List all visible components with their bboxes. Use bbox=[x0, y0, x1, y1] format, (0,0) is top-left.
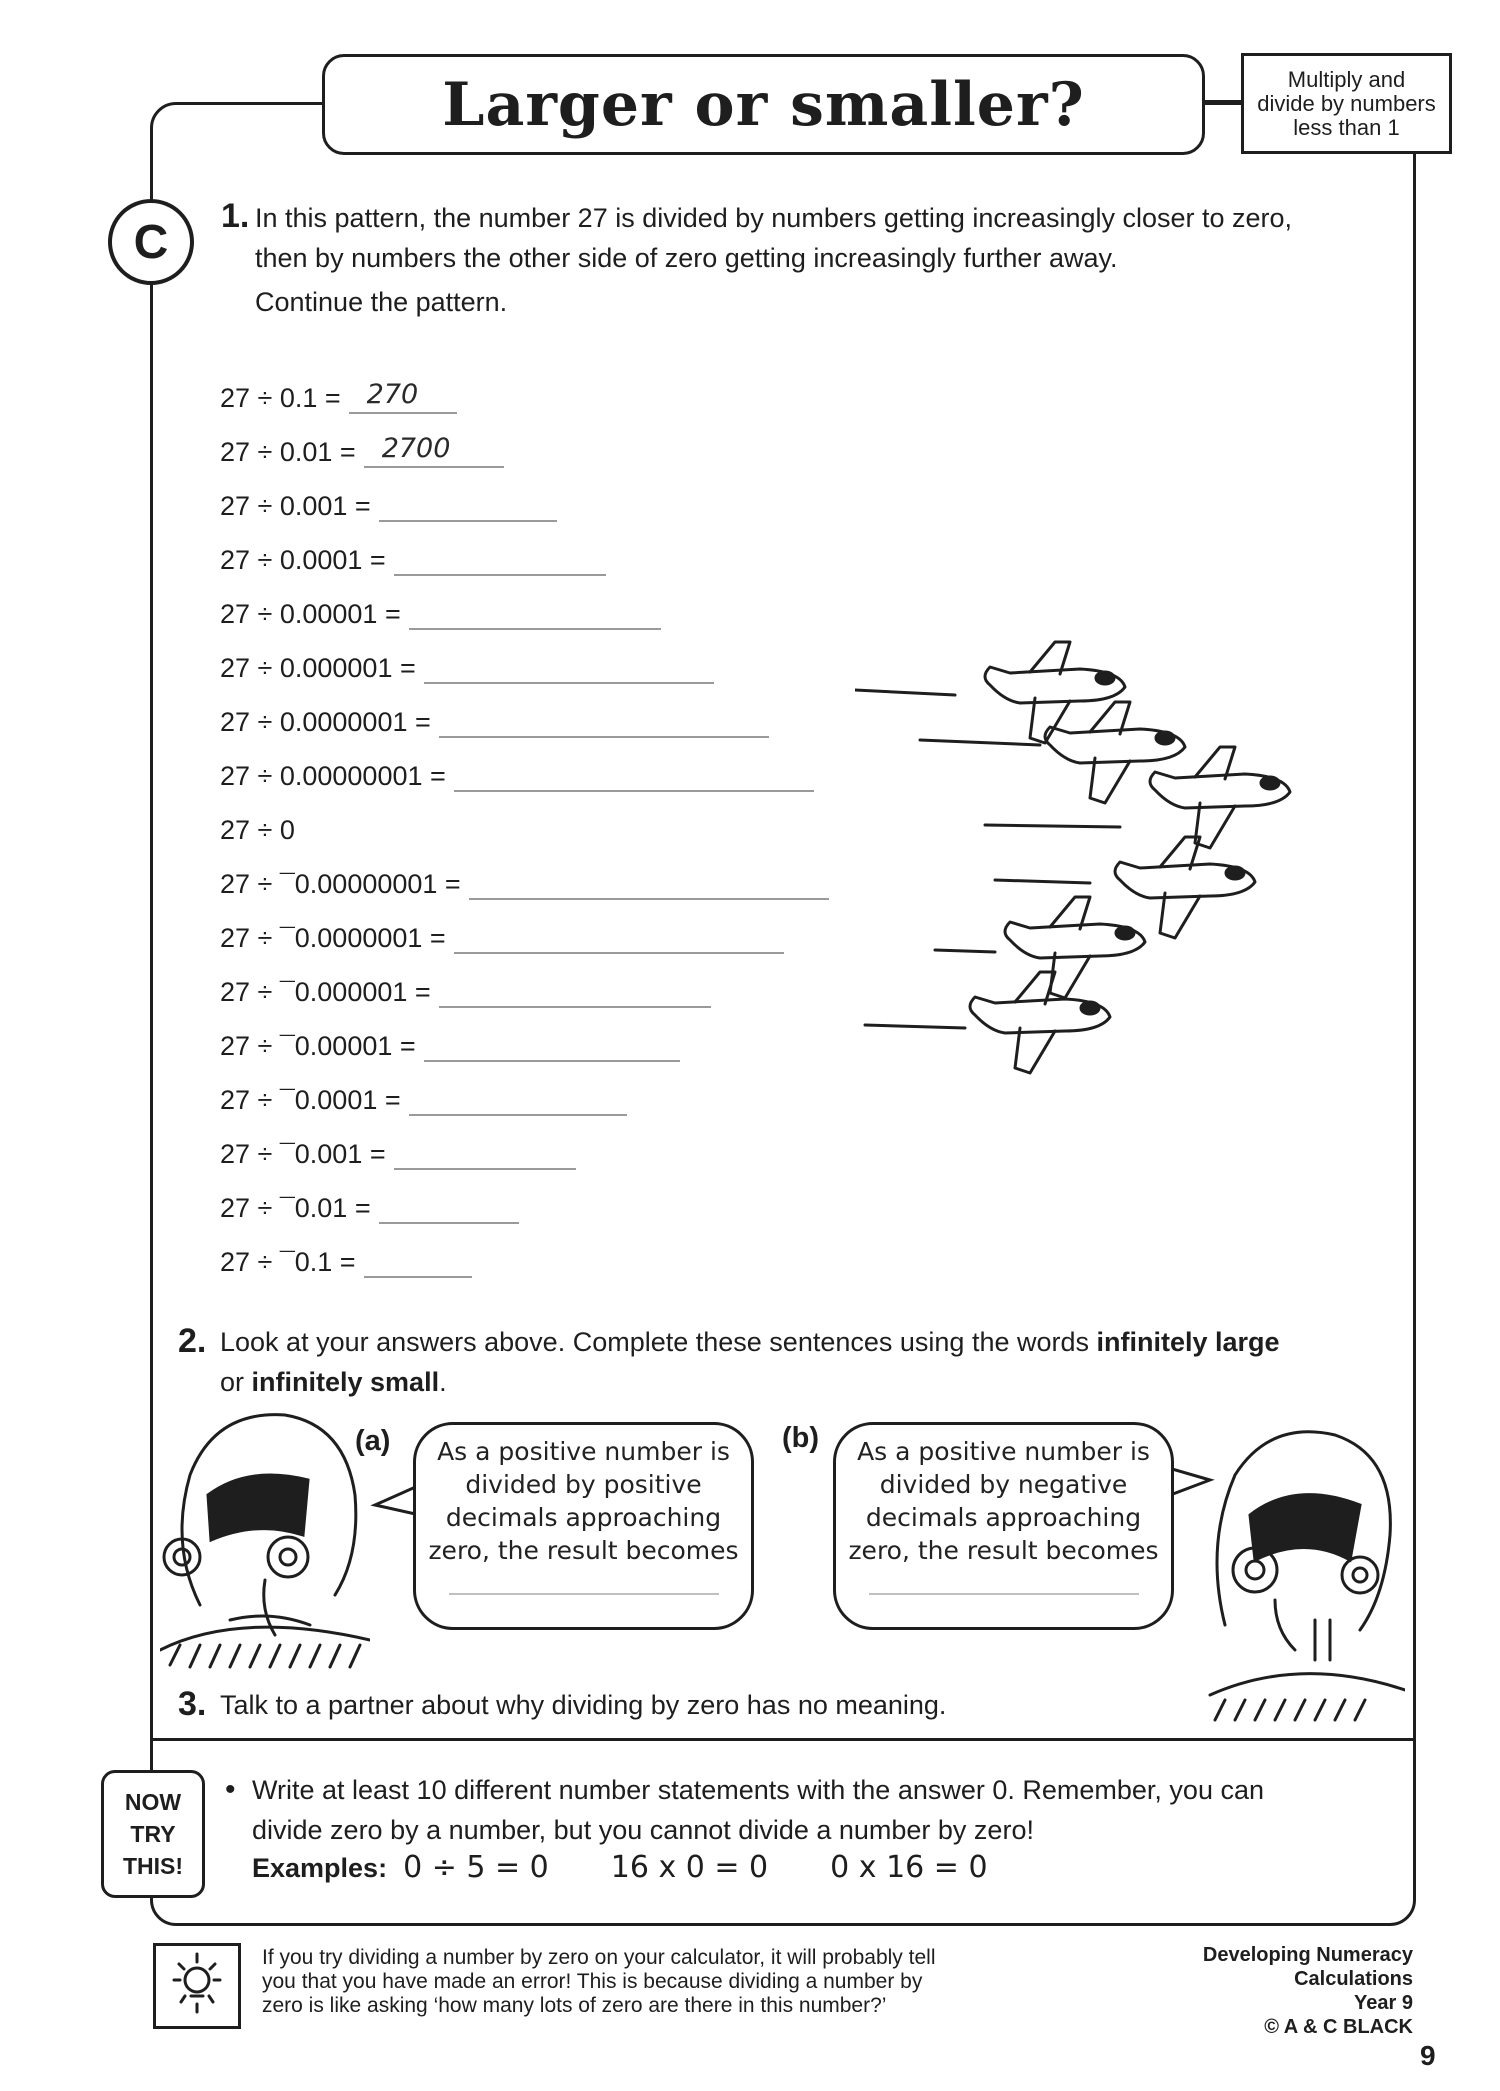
answer-blank[interactable] bbox=[349, 380, 457, 414]
bubble-a-line: As a positive number is bbox=[437, 1437, 730, 1466]
q3-text: Talk to a partner about why dividing by zero has no meaning. bbox=[220, 1690, 947, 1720]
bubble-a-line: zero, the result becomes bbox=[428, 1536, 739, 1565]
equation-row bbox=[220, 432, 504, 468]
equation-row bbox=[220, 1080, 627, 1116]
examples-label: Examples: bbox=[252, 1853, 388, 1883]
handwritten-answer: 2700 bbox=[381, 433, 451, 464]
bubble-b-line: As a positive number is bbox=[857, 1437, 1150, 1466]
objective-line: divide by numbers bbox=[1257, 90, 1436, 116]
answer-blank[interactable] bbox=[379, 488, 557, 522]
equation-expression: 27 ÷ 0 bbox=[220, 815, 295, 845]
bubble-a-line: divided by positive bbox=[465, 1470, 702, 1499]
equation-row bbox=[220, 1026, 680, 1062]
now-try-line1: Write at least 10 different number statements with the answer 0. Remember, you can bbox=[252, 1775, 1264, 1805]
objective-line: less than 1 bbox=[1293, 114, 1400, 140]
now-try-line2: divide zero by a number, but you cannot divide a number by zero! bbox=[252, 1815, 1034, 1845]
bubble-b-label: (b) bbox=[782, 1422, 820, 1454]
equation-expression: 27 ÷ 0.00001 = bbox=[220, 599, 401, 629]
pilot-right-illustration bbox=[1195, 1405, 1405, 1725]
answer-blank[interactable] bbox=[439, 704, 769, 738]
credit-line: © A & C BLACK bbox=[1264, 2016, 1413, 2038]
equation-expression: 27 ÷ ¯0.1 = bbox=[220, 1247, 356, 1277]
answer-blank[interactable] bbox=[454, 758, 814, 792]
q1-instruction: Continue the pattern. bbox=[255, 287, 508, 317]
bubble-a-line: decimals approaching bbox=[445, 1503, 722, 1532]
tip-line: zero is like asking ‘how many lots of zero are there in this number?’ bbox=[262, 1994, 887, 2017]
credit-line: Year 9 bbox=[1354, 1992, 1413, 2014]
q2-number: 2. bbox=[178, 1322, 207, 1360]
learning-objective-box bbox=[1241, 53, 1452, 154]
bubble-b-line: decimals approaching bbox=[865, 1503, 1142, 1532]
equation-row bbox=[220, 702, 769, 738]
answer-blank[interactable] bbox=[454, 920, 784, 954]
equation-expression: 27 ÷ ¯0.0001 = bbox=[220, 1085, 401, 1115]
equation-expression: 27 ÷ ¯0.00000001 = bbox=[220, 869, 461, 899]
answer-blank[interactable] bbox=[394, 1136, 576, 1170]
q2-text bbox=[220, 1322, 1380, 1402]
answer-blank[interactable] bbox=[379, 1190, 519, 1224]
equation-row bbox=[220, 378, 457, 414]
equation-row bbox=[220, 972, 711, 1008]
answer-line-b[interactable] bbox=[869, 1593, 1139, 1595]
q1-line: then by numbers the other side of zero getting increasingly further away. bbox=[255, 243, 1118, 273]
example: 16 x 0 = 0 bbox=[610, 1850, 769, 1885]
q2-keyword-large: infinitely large bbox=[1096, 1327, 1280, 1357]
equation-row bbox=[220, 864, 829, 900]
equation-expression: 27 ÷ 0.0001 = bbox=[220, 545, 386, 575]
q2-text-start: Look at your answers above. Complete these sentences using the words bbox=[220, 1327, 1097, 1357]
bubble-b-line: zero, the result becomes bbox=[848, 1536, 1159, 1565]
page-title: Larger or smaller? bbox=[442, 69, 1085, 140]
q2-text-or: or bbox=[220, 1367, 252, 1397]
now-try-line: TRY bbox=[130, 1821, 176, 1847]
section-letter: C bbox=[133, 215, 169, 269]
equation-row bbox=[220, 540, 606, 576]
answer-blank[interactable] bbox=[409, 1082, 627, 1116]
plane-icon bbox=[1045, 702, 1185, 803]
equation-row bbox=[220, 1242, 472, 1278]
answer-blank[interactable] bbox=[469, 866, 829, 900]
equation-expression: 27 ÷ ¯0.001 = bbox=[220, 1139, 386, 1169]
credit-line: Developing Numeracy bbox=[1202, 1944, 1413, 1966]
answer-blank[interactable] bbox=[424, 1028, 680, 1062]
answer-blank[interactable] bbox=[424, 650, 714, 684]
equation-expression: 27 ÷ 0.01 = bbox=[220, 437, 356, 467]
q2-keyword-small: infinitely small bbox=[251, 1367, 440, 1397]
now-try-line: NOW bbox=[124, 1789, 182, 1815]
publisher-credit bbox=[1110, 1943, 1413, 2039]
equation-row bbox=[220, 1188, 519, 1224]
tip-line: If you try dividing a number by zero on your calculator, it will probably tell bbox=[262, 1946, 936, 1969]
section-badge bbox=[108, 199, 194, 285]
equation-expression: 27 ÷ 0.001 = bbox=[220, 491, 371, 521]
tip-box bbox=[153, 1943, 241, 2029]
handwritten-answer: 270 bbox=[366, 379, 419, 410]
answer-blank[interactable] bbox=[394, 542, 606, 576]
header-connector bbox=[1199, 100, 1241, 103]
equation-expression: 27 ÷ ¯0.0000001 = bbox=[220, 923, 446, 953]
now-try-line: THIS! bbox=[122, 1853, 184, 1879]
tip-line: you that you have made an error! This is because dividing a number by bbox=[262, 1970, 923, 1993]
q3-number: 3. bbox=[178, 1685, 207, 1723]
bubble-a-label: (a) bbox=[355, 1425, 391, 1457]
equation-row bbox=[220, 918, 784, 954]
pilot-left-illustration bbox=[160, 1405, 370, 1670]
example: 0 x 16 = 0 bbox=[830, 1850, 988, 1885]
q1-text bbox=[255, 198, 1395, 322]
plane-icon bbox=[1005, 897, 1145, 998]
equation-expression: 27 ÷ 0.00000001 = bbox=[220, 761, 446, 791]
credit-line: Calculations bbox=[1294, 1968, 1413, 1990]
equation-row bbox=[220, 810, 295, 846]
q1-number: 1. bbox=[221, 197, 250, 235]
now-try-text bbox=[252, 1770, 1392, 1850]
speech-bubble-a bbox=[413, 1422, 754, 1630]
title-banner bbox=[322, 54, 1205, 155]
equation-expression: 27 ÷ 0.000001 = bbox=[220, 653, 416, 683]
equation-row bbox=[220, 486, 557, 522]
tip-text bbox=[262, 1946, 1082, 2018]
answer-line-a[interactable] bbox=[449, 1593, 719, 1595]
equation-row bbox=[220, 648, 714, 684]
equation-expression: 27 ÷ 0.1 = bbox=[220, 383, 341, 413]
equation-row bbox=[220, 756, 814, 792]
q1-line: In this pattern, the number 27 is divided by numbers getting increasingly closer to zero, bbox=[255, 203, 1293, 233]
answer-blank[interactable] bbox=[409, 596, 661, 630]
lightbulb-icon bbox=[156, 1946, 238, 2026]
bullet-icon: • bbox=[225, 1773, 236, 1806]
speed-lines-icon bbox=[855, 690, 1120, 1028]
section-divider bbox=[152, 1738, 1413, 1741]
answer-blank[interactable] bbox=[364, 434, 504, 468]
plane-icon bbox=[1115, 837, 1255, 938]
q2-text-end: . bbox=[439, 1367, 447, 1397]
now-try-this-badge bbox=[101, 1770, 205, 1898]
equation-expression: 27 ÷ ¯0.01 = bbox=[220, 1193, 371, 1223]
equation-expression: 27 ÷ ¯0.00001 = bbox=[220, 1031, 416, 1061]
equation-expression: 27 ÷ 0.0000001 = bbox=[220, 707, 431, 737]
equation-row bbox=[220, 594, 661, 630]
equation-row bbox=[220, 1134, 576, 1170]
plane-icon bbox=[1150, 747, 1290, 848]
planes-illustration bbox=[855, 615, 1320, 1075]
plane-icon bbox=[970, 972, 1110, 1073]
speech-bubble-b bbox=[833, 1422, 1174, 1630]
equation-expression: 27 ÷ ¯0.000001 = bbox=[220, 977, 431, 1007]
answer-blank[interactable] bbox=[364, 1244, 472, 1278]
objective-line: Multiply and bbox=[1287, 66, 1406, 92]
answer-blank[interactable] bbox=[439, 974, 711, 1008]
bubble-b-line: divided by negative bbox=[879, 1470, 1128, 1499]
page-number: 9 bbox=[1420, 2040, 1436, 2071]
example: 0 ÷ 5 = 0 bbox=[403, 1850, 549, 1885]
examples-row bbox=[252, 1850, 988, 1890]
